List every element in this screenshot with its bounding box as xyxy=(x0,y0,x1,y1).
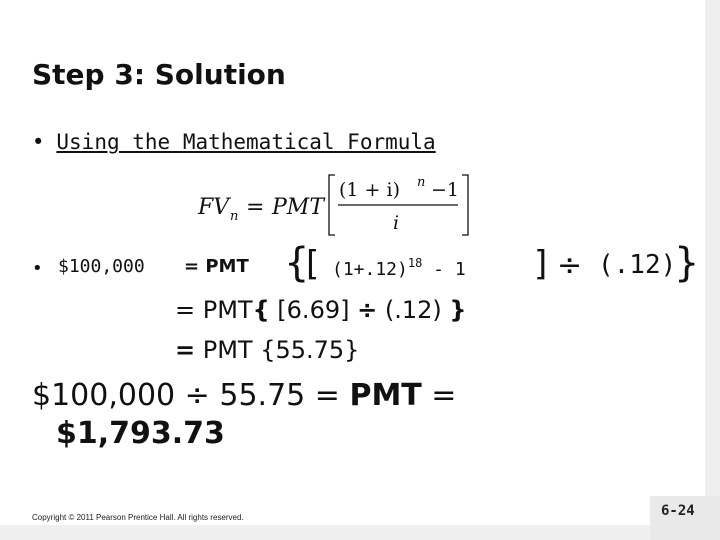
slide-shadow-bottom xyxy=(0,525,720,540)
slide-number: 6-24 xyxy=(661,503,695,519)
slide-title: Step 3: Solution xyxy=(32,58,286,91)
formula-left-bracket xyxy=(329,175,335,235)
equation-line-2 xyxy=(175,296,466,324)
bullet-formula-heading xyxy=(32,130,436,154)
formula-pmt: PMT xyxy=(272,195,325,220)
formula-right-bracket xyxy=(462,175,468,235)
line1-close-brace: } xyxy=(674,240,700,286)
line1-open-bracket: [ xyxy=(306,244,320,284)
line2-divide: ÷ xyxy=(357,296,378,324)
line2-close-brace: } xyxy=(449,296,467,324)
result-value: $1,793.73 xyxy=(56,416,225,451)
line1-eq-pmt: = PMT xyxy=(184,256,249,277)
line1-inner xyxy=(332,256,466,280)
line2-body: [6.69] xyxy=(269,296,358,324)
line1-rate: (.12) xyxy=(598,250,677,280)
line3-eq: = xyxy=(175,336,196,364)
bullet-marker: • xyxy=(32,258,43,279)
line1-open-brace: { xyxy=(284,240,310,286)
line2-prefix: = PMT xyxy=(175,296,253,324)
result-lhs: $100,000 ÷ 55.75 = xyxy=(32,378,350,413)
result-pmt: PMT xyxy=(349,378,422,413)
formula-equals: = xyxy=(246,195,265,220)
fv-formula xyxy=(196,172,476,238)
slide-shadow-right xyxy=(705,0,720,540)
copyright-text: Copyright © 2011 Pearson Prentice Hall. All rights reserved. xyxy=(32,513,244,522)
line1-inner-base: (1+.12) xyxy=(332,259,408,280)
result-line xyxy=(32,378,456,413)
formula-denominator: i xyxy=(393,212,400,234)
line2-rate: (.12) xyxy=(377,296,450,324)
formula-exponent: n xyxy=(417,175,426,190)
line3-rest: PMT {55.75} xyxy=(195,336,360,364)
result-eq: = xyxy=(421,378,457,413)
formula-lhs: FV xyxy=(198,195,230,220)
bullet-text: Using the Mathematical Formula xyxy=(56,130,436,154)
line1-inner-exp: 18 xyxy=(407,256,423,270)
line1-amount: $100,000 xyxy=(58,256,145,277)
bullet-marker: • xyxy=(32,130,45,154)
line1-divide: ÷ xyxy=(557,248,583,283)
equation-line-1 xyxy=(32,240,702,286)
line1-inner-tail: - 1 xyxy=(422,259,466,280)
formula-numerator: (1 + i) xyxy=(339,179,400,201)
formula-minus-one: −1 xyxy=(431,179,460,201)
equation-line-3 xyxy=(175,336,359,364)
formula-lhs-sub: n xyxy=(230,209,239,224)
line2-open-brace: { xyxy=(252,296,270,324)
line1-close-bracket: ] xyxy=(534,244,548,284)
